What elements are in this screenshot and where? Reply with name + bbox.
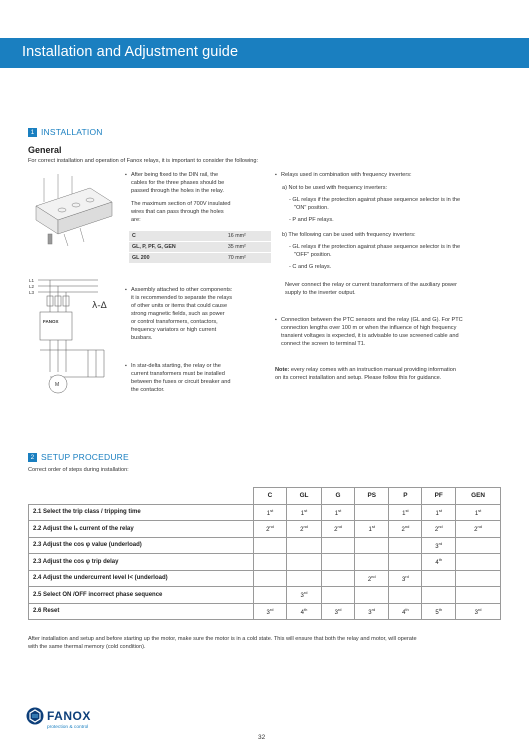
section-number: 1 [28, 128, 37, 137]
section-heading-installation [28, 127, 103, 137]
step-order-cell [355, 587, 389, 604]
step-order-cell [456, 554, 501, 571]
step-order-cell: 2nd [389, 521, 422, 538]
table-cell: GL 200 [129, 253, 225, 264]
section-number: 2 [28, 453, 37, 462]
ordinal-suffix: nd [438, 524, 443, 530]
text-line: ▪ Connection between the PTC sensors and the relay (GL and G). For PTC [281, 317, 463, 323]
step-order-cell [355, 504, 389, 521]
step-order-cell [254, 570, 287, 587]
step-order-cell [254, 554, 287, 571]
step-order-cell [422, 587, 456, 604]
step-order-cell: 1st [422, 504, 456, 521]
step-order-cell: 3rd [355, 603, 389, 620]
step-order-cell: 2nd [322, 521, 355, 538]
ordinal-suffix: rd [371, 606, 376, 612]
step-order-cell: 3rd [322, 603, 355, 620]
motor-symbol-label: M [55, 382, 60, 388]
text-line: between the fuses or circuit breaker and [131, 379, 231, 385]
column-header: PF [422, 488, 456, 505]
text-line: Never connect the relay or current transformers of the auxiliary power [285, 282, 457, 288]
step-order-cell [456, 570, 501, 587]
step-order-cell [254, 587, 287, 604]
step-order-cell [286, 554, 321, 571]
step-order-cell: 3rd [254, 603, 287, 620]
step-label: 2.6 Reset [29, 603, 254, 620]
table-cell: 16 mm² [225, 231, 271, 242]
step-order-cell: 2nd [286, 521, 321, 538]
ordinal-suffix: rd [438, 540, 443, 546]
note-line: every relay comes with an instruction manual providing information [289, 367, 456, 373]
wire-section-table [129, 231, 271, 264]
step-order-cell: 1st [456, 504, 501, 521]
step-order-cell [322, 537, 355, 554]
table-row [29, 587, 501, 604]
text-line: busbars. [131, 335, 153, 341]
text-line: - GL relays if the protection against phase sequence selector is in the [289, 197, 461, 203]
step-order-cell [322, 554, 355, 571]
line-label-l1: L1 [29, 278, 35, 283]
page-number: 32 [258, 734, 266, 741]
step-label: 2.3 Adjust the cos φ trip delay [29, 554, 254, 571]
column-header: P [389, 488, 422, 505]
din-rail-relay-drawing [36, 174, 112, 246]
step-order-cell [254, 537, 287, 554]
installation-diagram [28, 172, 124, 402]
text-line: ▪ After being fixed to the DIN rail, the [131, 172, 219, 178]
step-order-cell [389, 554, 422, 571]
table-cell: GL, P, PF, G, GEN [129, 242, 225, 253]
fanox-logo [26, 707, 91, 725]
table-row [29, 603, 501, 620]
step-order-cell [286, 537, 321, 554]
ordinal-suffix: rd [337, 606, 342, 612]
step-order-cell: 3rd [389, 570, 422, 587]
table-row [29, 554, 501, 571]
ordinal-suffix: st [270, 507, 274, 513]
list-b-heading: b) The following can be used with frequency inverters: [282, 232, 416, 238]
step-order-cell [389, 587, 422, 604]
ordinal-suffix: nd [303, 524, 308, 530]
subheading-general: General [28, 145, 62, 155]
step-order-cell [456, 537, 501, 554]
logo-tagline: protection & control [47, 725, 89, 730]
table-cell: 70 mm² [225, 253, 271, 264]
text-line: wires that can pass through the holes [131, 209, 224, 215]
star-delta-symbol: λ-Δ [92, 301, 107, 311]
text-line: - GL relays if the protection against phase sequence selector is in the [289, 244, 461, 250]
step-order-cell: 1st [355, 521, 389, 538]
ordinal-suffix: th [438, 606, 443, 612]
diagram-relay-label: FANOX [43, 319, 59, 324]
ordinal-suffix: nd [371, 573, 376, 579]
ordinal-suffix: rd [405, 573, 409, 579]
step-order-cell: 1st [254, 504, 287, 521]
ordinal-suffix: nd [269, 524, 274, 530]
column-header: GEN [456, 488, 501, 505]
text-line: of other units or items that could cause [131, 303, 228, 309]
text-line: cables for the three phases should be [131, 180, 225, 186]
text-line: with the same thermal memory (cold condition). [28, 644, 146, 650]
table-cell: C [129, 231, 225, 242]
text-line: ▪ Assembly attached to other components: [131, 287, 233, 293]
text-line: transient voltages is expected, it is advisable to use screened cable and [281, 333, 459, 339]
ordinal-suffix: nd [404, 524, 410, 530]
text-line: are: [131, 217, 141, 223]
bullet-assembly [131, 286, 272, 342]
section-heading-setup [28, 452, 129, 462]
step-order-cell: 5th [422, 603, 456, 620]
step-order-cell: 3rd [286, 587, 321, 604]
max-section-text [131, 200, 272, 224]
step-order-cell [286, 570, 321, 587]
column-header: GL [286, 488, 321, 505]
table-cell: 35 mm² [225, 242, 271, 253]
page-title: Installation and Adjustment guide [22, 44, 239, 60]
step-order-cell: 2nd [456, 521, 501, 538]
star-delta-schematic [38, 280, 104, 393]
logo-text: FANOX [47, 709, 91, 723]
section-title: SETUP PROCEDURE [41, 452, 129, 462]
list-a-heading: a) Not to be used with frequency inverters: [282, 185, 388, 191]
text-line: it is recommended to separate the relays [131, 295, 233, 301]
step-order-cell [422, 570, 456, 587]
step-order-cell [355, 537, 389, 554]
column-header: PS [355, 488, 389, 505]
text-line: passed through the holes in the relay. [131, 188, 224, 194]
text-line: current transformers must be installed [131, 371, 225, 377]
ordinal-suffix: nd [337, 524, 342, 530]
text-line: "ON" position. [294, 205, 329, 211]
table-row [129, 253, 271, 264]
ordinal-suffix: st [405, 507, 409, 513]
setup-footer-text [28, 635, 504, 651]
ordinal-suffix: st [338, 507, 342, 513]
step-label: 2.1 Select the trip class / tripping time [29, 504, 254, 521]
step-label: 2.5 Select ON /OFF incorrect phase sequence [29, 587, 254, 604]
text-line: "OFF" position. [294, 252, 332, 258]
section-title: INSTALLATION [41, 127, 103, 137]
list-b-item-c-g: - C and G relays. [289, 264, 332, 270]
note-text [275, 366, 504, 382]
table-row [129, 242, 271, 253]
list-a-item-gl [289, 196, 503, 212]
step-order-cell: 1st [286, 504, 321, 521]
ordinal-suffix: th [405, 606, 409, 612]
table-row [129, 231, 271, 242]
ordinal-suffix: st [478, 507, 482, 513]
table-row [29, 504, 501, 521]
text-line: connect the screen to terminal T1. [281, 341, 366, 347]
ordinal-suffix: st [371, 524, 375, 530]
setup-steps-body [29, 504, 501, 620]
list-b-item-gl [289, 243, 503, 259]
step-order-cell [322, 570, 355, 587]
step-order-cell: 4th [286, 603, 321, 620]
text-line: on its correct installation and setup. Please follow this for guidance. [275, 375, 442, 381]
ordinal-suffix: rd [477, 606, 482, 612]
table-row [29, 537, 501, 554]
column-header: C [254, 488, 287, 505]
text-line: ▪ In star-delta starting, the relay or the [131, 363, 221, 369]
step-order-cell: 2nd [422, 521, 456, 538]
step-order-cell [322, 587, 355, 604]
text-line: connection lengths over 100 m or when the influence of high frequency [281, 325, 457, 331]
text-line: frequency variators or high current [131, 327, 217, 333]
setup-intro: Correct order of steps during installation: [28, 467, 129, 473]
line-label-l2: L2 [29, 284, 35, 289]
step-order-cell [456, 587, 501, 604]
bullet-star-delta [131, 362, 272, 394]
bullet-frequency-inverters: ▪ Relays used in combination with frequency inverters: [281, 171, 503, 179]
text-line: The maximum section of 700V insulated [131, 201, 231, 207]
ordinal-suffix: st [438, 507, 442, 513]
ordinal-suffix: st [304, 507, 308, 513]
header-blank-cell [29, 488, 254, 505]
intro-text: For correct installation and operation of Fanox relays, it is important to consider the following: [28, 158, 259, 164]
step-label: 2.4 Adjust the undercurrent level I< (underload) [29, 570, 254, 587]
step-label: 2.3 Adjust the cos φ value (underload) [29, 537, 254, 554]
step-label: 2.2 Adjust the Iₛ current of the relay [29, 521, 254, 538]
text-line: supply to the inverter output. [285, 290, 356, 296]
fanox-logo-icon [26, 707, 44, 725]
text-line: After installation and setup and before starting up the motor, make sure the motor is in a cold state. This will ensure that both the relay and motor, will operate [28, 636, 417, 642]
column-header: G [322, 488, 355, 505]
table-header-row [29, 488, 501, 505]
ordinal-suffix: rd [303, 590, 308, 596]
list-a-item-p-pf: - P and PF relays. [289, 217, 334, 223]
text-line: or control transformers, contactors, [131, 319, 218, 325]
never-connect-text [285, 281, 504, 297]
text-line [275, 366, 504, 374]
step-order-cell: 2nd [355, 570, 389, 587]
setup-steps-table [28, 487, 501, 620]
text-line: the contactor. [131, 387, 165, 393]
step-order-cell [355, 554, 389, 571]
step-order-cell: 2nd [254, 521, 287, 538]
table-row [29, 570, 501, 587]
step-order-cell: 4th [422, 554, 456, 571]
bullet-ptc-connection [281, 316, 503, 348]
step-order-cell [389, 537, 422, 554]
step-order-cell: 3rd [456, 603, 501, 620]
step-order-cell: 1st [389, 504, 422, 521]
line-label-l3: L3 [29, 290, 35, 295]
ordinal-suffix: th [438, 557, 443, 563]
bullet-din-rail [131, 171, 272, 195]
step-order-cell: 3rd [422, 537, 456, 554]
ordinal-suffix: rd [269, 606, 274, 612]
step-order-cell: 4th [389, 603, 422, 620]
step-order-cell: 1st [322, 504, 355, 521]
note-label: Note: [275, 367, 290, 373]
text-line: strong magnetic fields, such as power [131, 311, 225, 317]
ordinal-suffix: th [304, 606, 308, 612]
table-row [29, 521, 501, 538]
ordinal-suffix: nd [477, 524, 482, 530]
